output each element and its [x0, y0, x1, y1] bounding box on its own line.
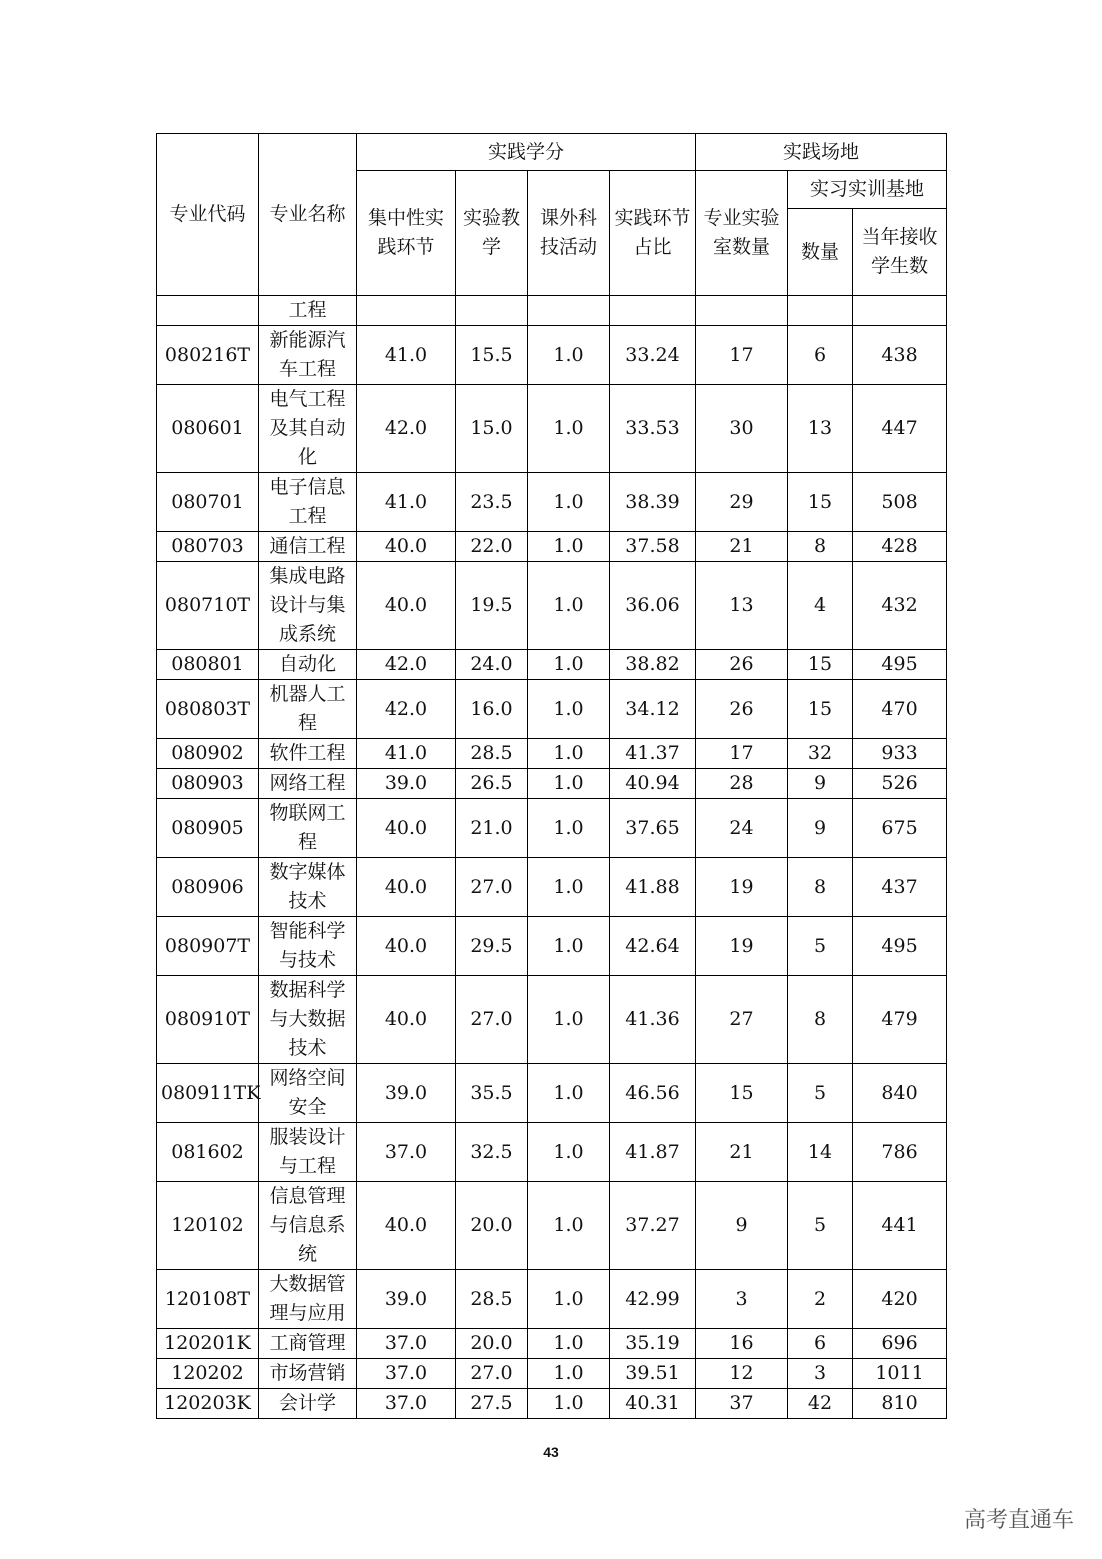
ratio-cell: [610, 296, 696, 326]
labs-cell: 21: [696, 1123, 788, 1182]
header-sites-group: 实践场地: [696, 134, 947, 171]
table-row: [157, 917, 947, 976]
concentrated-cell: 40.0: [357, 917, 456, 976]
ratio-cell: 38.39: [610, 473, 696, 532]
name-cell: 大数据管理与应用: [259, 1270, 357, 1329]
labs-cell: [696, 296, 788, 326]
concentrated-cell: 42.0: [357, 385, 456, 473]
code-cell: 080601: [157, 385, 259, 473]
table-row: [157, 1270, 947, 1329]
ratio-cell: 40.31: [610, 1389, 696, 1419]
header-bases-group: 实习实训基地: [788, 171, 947, 209]
base-students-cell: 840: [853, 1064, 947, 1123]
code-cell: 080710T: [157, 562, 259, 650]
header-credits-group: 实践学分: [357, 134, 696, 171]
table-row: [157, 799, 947, 858]
ratio-cell: 42.99: [610, 1270, 696, 1329]
base-count-cell: 2: [788, 1270, 853, 1329]
labs-cell: 16: [696, 1329, 788, 1359]
base-count-cell: 14: [788, 1123, 853, 1182]
base-count-cell: 6: [788, 1329, 853, 1359]
labs-cell: 28: [696, 769, 788, 799]
code-cell: 080803T: [157, 680, 259, 739]
labs-cell: 19: [696, 917, 788, 976]
ratio-cell: 38.82: [610, 650, 696, 680]
table-row: [157, 1389, 947, 1419]
code-cell: 081602: [157, 1123, 259, 1182]
labs-cell: 30: [696, 385, 788, 473]
experiment-cell: 26.5: [456, 769, 528, 799]
ratio-cell: 33.24: [610, 326, 696, 385]
ratio-cell: 41.36: [610, 976, 696, 1064]
concentrated-cell: [357, 296, 456, 326]
header-name: 专业名称: [259, 134, 357, 296]
name-cell: 集成电路设计与集成系统: [259, 562, 357, 650]
extracurricular-cell: 1.0: [528, 1182, 610, 1270]
extracurricular-cell: 1.0: [528, 1064, 610, 1123]
table-row: [157, 532, 947, 562]
extracurricular-cell: 1.0: [528, 858, 610, 917]
experiment-cell: 20.0: [456, 1329, 528, 1359]
concentrated-cell: 40.0: [357, 858, 456, 917]
ratio-cell: 42.64: [610, 917, 696, 976]
experiment-cell: 19.5: [456, 562, 528, 650]
table-row: [157, 1182, 947, 1270]
extracurricular-cell: 1.0: [528, 473, 610, 532]
name-cell: 智能科学与技术: [259, 917, 357, 976]
table-row: [157, 473, 947, 532]
base-students-cell: 470: [853, 680, 947, 739]
name-cell: 工程: [259, 296, 357, 326]
extracurricular-cell: 1.0: [528, 680, 610, 739]
extracurricular-cell: 1.0: [528, 769, 610, 799]
extracurricular-cell: 1.0: [528, 650, 610, 680]
experiment-cell: 27.0: [456, 976, 528, 1064]
labs-cell: 26: [696, 680, 788, 739]
table-row: [157, 650, 947, 680]
base-count-cell: 4: [788, 562, 853, 650]
concentrated-cell: 40.0: [357, 799, 456, 858]
extracurricular-cell: 1.0: [528, 917, 610, 976]
base-count-cell: 42: [788, 1389, 853, 1419]
labs-cell: 24: [696, 799, 788, 858]
code-cell: 080703: [157, 532, 259, 562]
code-cell: 080903: [157, 769, 259, 799]
labs-cell: 9: [696, 1182, 788, 1270]
base-students-cell: 432: [853, 562, 947, 650]
base-count-cell: 5: [788, 1064, 853, 1123]
base-count-cell: 8: [788, 858, 853, 917]
experiment-cell: 28.5: [456, 1270, 528, 1329]
concentrated-cell: 41.0: [357, 326, 456, 385]
name-cell: 服装设计与工程: [259, 1123, 357, 1182]
name-cell: 机器人工程: [259, 680, 357, 739]
code-cell: 120203K: [157, 1389, 259, 1419]
base-students-cell: 420: [853, 1270, 947, 1329]
table-row: [157, 858, 947, 917]
ratio-cell: 41.87: [610, 1123, 696, 1182]
experiment-cell: 20.0: [456, 1182, 528, 1270]
table-row: [157, 326, 947, 385]
experiment-cell: 27.0: [456, 858, 528, 917]
base-count-cell: 15: [788, 650, 853, 680]
name-cell: 电子信息工程: [259, 473, 357, 532]
concentrated-cell: 39.0: [357, 769, 456, 799]
base-students-cell: 786: [853, 1123, 947, 1182]
base-count-cell: 13: [788, 385, 853, 473]
base-count-cell: 6: [788, 326, 853, 385]
base-students-cell: 810: [853, 1389, 947, 1419]
concentrated-cell: 37.0: [357, 1329, 456, 1359]
base-students-cell: 479: [853, 976, 947, 1064]
extracurricular-cell: [528, 296, 610, 326]
concentrated-cell: 40.0: [357, 1182, 456, 1270]
experiment-cell: 15.0: [456, 385, 528, 473]
name-cell: 网络工程: [259, 769, 357, 799]
experiment-cell: 24.0: [456, 650, 528, 680]
code-cell: 080906: [157, 858, 259, 917]
concentrated-cell: 37.0: [357, 1359, 456, 1389]
code-cell: 080911TK: [157, 1064, 259, 1123]
base-students-cell: 526: [853, 769, 947, 799]
header-concentrated: 集中性实践环节: [357, 171, 456, 296]
page-number: 43: [543, 1444, 559, 1460]
labs-cell: 37: [696, 1389, 788, 1419]
table-row: [157, 1359, 947, 1389]
base-count-cell: 8: [788, 976, 853, 1064]
base-count-cell: 3: [788, 1359, 853, 1389]
table-row: [157, 976, 947, 1064]
extracurricular-cell: 1.0: [528, 1359, 610, 1389]
extracurricular-cell: 1.0: [528, 739, 610, 769]
name-cell: 通信工程: [259, 532, 357, 562]
labs-cell: 12: [696, 1359, 788, 1389]
ratio-cell: 39.51: [610, 1359, 696, 1389]
base-students-cell: 696: [853, 1329, 947, 1359]
extracurricular-cell: 1.0: [528, 385, 610, 473]
name-cell: 数据科学与大数据技术: [259, 976, 357, 1064]
experiment-cell: 22.0: [456, 532, 528, 562]
ratio-cell: 37.27: [610, 1182, 696, 1270]
concentrated-cell: 37.0: [357, 1389, 456, 1419]
labs-cell: 26: [696, 650, 788, 680]
name-cell: 电气工程及其自动化: [259, 385, 357, 473]
labs-cell: 27: [696, 976, 788, 1064]
header-ratio: 实践环节占比: [610, 171, 696, 296]
concentrated-cell: 40.0: [357, 562, 456, 650]
base-count-cell: 5: [788, 917, 853, 976]
concentrated-cell: 42.0: [357, 650, 456, 680]
extracurricular-cell: 1.0: [528, 562, 610, 650]
name-cell: 会计学: [259, 1389, 357, 1419]
experiment-cell: 32.5: [456, 1123, 528, 1182]
labs-cell: 17: [696, 739, 788, 769]
base-students-cell: 428: [853, 532, 947, 562]
header-base-students: 当年接收学生数: [853, 209, 947, 296]
base-students-cell: [853, 296, 947, 326]
base-count-cell: [788, 296, 853, 326]
concentrated-cell: 41.0: [357, 739, 456, 769]
ratio-cell: 37.58: [610, 532, 696, 562]
name-cell: 网络空间安全: [259, 1064, 357, 1123]
name-cell: 市场营销: [259, 1359, 357, 1389]
table-row: [157, 680, 947, 739]
practice-table: [156, 133, 947, 1419]
concentrated-cell: 40.0: [357, 532, 456, 562]
base-students-cell: 933: [853, 739, 947, 769]
ratio-cell: 33.53: [610, 385, 696, 473]
code-cell: 080902: [157, 739, 259, 769]
header-experiment: 实验教学: [456, 171, 528, 296]
concentrated-cell: 37.0: [357, 1123, 456, 1182]
base-students-cell: 437: [853, 858, 947, 917]
labs-cell: 3: [696, 1270, 788, 1329]
code-cell: 120108T: [157, 1270, 259, 1329]
base-students-cell: 438: [853, 326, 947, 385]
extracurricular-cell: 1.0: [528, 1389, 610, 1419]
header-labs: 专业实验室数量: [696, 171, 788, 296]
labs-cell: 21: [696, 532, 788, 562]
experiment-cell: 21.0: [456, 799, 528, 858]
ratio-cell: 41.88: [610, 858, 696, 917]
labs-cell: 19: [696, 858, 788, 917]
experiment-cell: 16.0: [456, 680, 528, 739]
ratio-cell: 46.56: [610, 1064, 696, 1123]
table-row: [157, 1329, 947, 1359]
base-count-cell: 15: [788, 473, 853, 532]
name-cell: 新能源汽车工程: [259, 326, 357, 385]
watermark: 高考直通车: [963, 1508, 1074, 1533]
ratio-cell: 36.06: [610, 562, 696, 650]
header-extracurricular: 课外科技活动: [528, 171, 610, 296]
base-students-cell: 495: [853, 650, 947, 680]
ratio-cell: 40.94: [610, 769, 696, 799]
labs-cell: 29: [696, 473, 788, 532]
table-row: [157, 769, 947, 799]
name-cell: 自动化: [259, 650, 357, 680]
table-row: [157, 1064, 947, 1123]
ratio-cell: 34.12: [610, 680, 696, 739]
name-cell: 数字媒体技术: [259, 858, 357, 917]
name-cell: 工商管理: [259, 1329, 357, 1359]
experiment-cell: 23.5: [456, 473, 528, 532]
concentrated-cell: 42.0: [357, 680, 456, 739]
experiment-cell: 15.5: [456, 326, 528, 385]
header-code: 专业代码: [157, 134, 259, 296]
labs-cell: 17: [696, 326, 788, 385]
extracurricular-cell: 1.0: [528, 1123, 610, 1182]
experiment-cell: 27.0: [456, 1359, 528, 1389]
code-cell: 080216T: [157, 326, 259, 385]
code-cell: 120202: [157, 1359, 259, 1389]
ratio-cell: 41.37: [610, 739, 696, 769]
code-cell: 080910T: [157, 976, 259, 1064]
base-students-cell: 495: [853, 917, 947, 976]
table-row: [157, 562, 947, 650]
concentrated-cell: 41.0: [357, 473, 456, 532]
base-count-cell: 5: [788, 1182, 853, 1270]
code-cell: 080907T: [157, 917, 259, 976]
base-students-cell: 1011: [853, 1359, 947, 1389]
code-cell: 120102: [157, 1182, 259, 1270]
base-count-cell: 9: [788, 799, 853, 858]
experiment-cell: [456, 296, 528, 326]
concentrated-cell: 40.0: [357, 976, 456, 1064]
table-row: [157, 1123, 947, 1182]
code-cell: 080905: [157, 799, 259, 858]
ratio-cell: 37.65: [610, 799, 696, 858]
code-cell: 080801: [157, 650, 259, 680]
extracurricular-cell: 1.0: [528, 326, 610, 385]
code-cell: [157, 296, 259, 326]
base-students-cell: 508: [853, 473, 947, 532]
base-students-cell: 675: [853, 799, 947, 858]
ratio-cell: 35.19: [610, 1329, 696, 1359]
extracurricular-cell: 1.0: [528, 1329, 610, 1359]
experiment-cell: 29.5: [456, 917, 528, 976]
base-count-cell: 9: [788, 769, 853, 799]
extracurricular-cell: 1.0: [528, 532, 610, 562]
base-students-cell: 441: [853, 1182, 947, 1270]
extracurricular-cell: 1.0: [528, 976, 610, 1064]
base-students-cell: 447: [853, 385, 947, 473]
table-row: [157, 739, 947, 769]
base-count-cell: 8: [788, 532, 853, 562]
concentrated-cell: 39.0: [357, 1064, 456, 1123]
experiment-cell: 35.5: [456, 1064, 528, 1123]
name-cell: 物联网工程: [259, 799, 357, 858]
experiment-cell: 27.5: [456, 1389, 528, 1419]
extracurricular-cell: 1.0: [528, 799, 610, 858]
concentrated-cell: 39.0: [357, 1270, 456, 1329]
name-cell: 软件工程: [259, 739, 357, 769]
table-row: [157, 296, 947, 326]
code-cell: 080701: [157, 473, 259, 532]
labs-cell: 15: [696, 1064, 788, 1123]
extracurricular-cell: 1.0: [528, 1270, 610, 1329]
base-count-cell: 32: [788, 739, 853, 769]
code-cell: 120201K: [157, 1329, 259, 1359]
experiment-cell: 28.5: [456, 739, 528, 769]
name-cell: 信息管理与信息系统: [259, 1182, 357, 1270]
table-row: [157, 385, 947, 473]
header-base-count: 数量: [788, 209, 853, 296]
base-count-cell: 15: [788, 680, 853, 739]
labs-cell: 13: [696, 562, 788, 650]
